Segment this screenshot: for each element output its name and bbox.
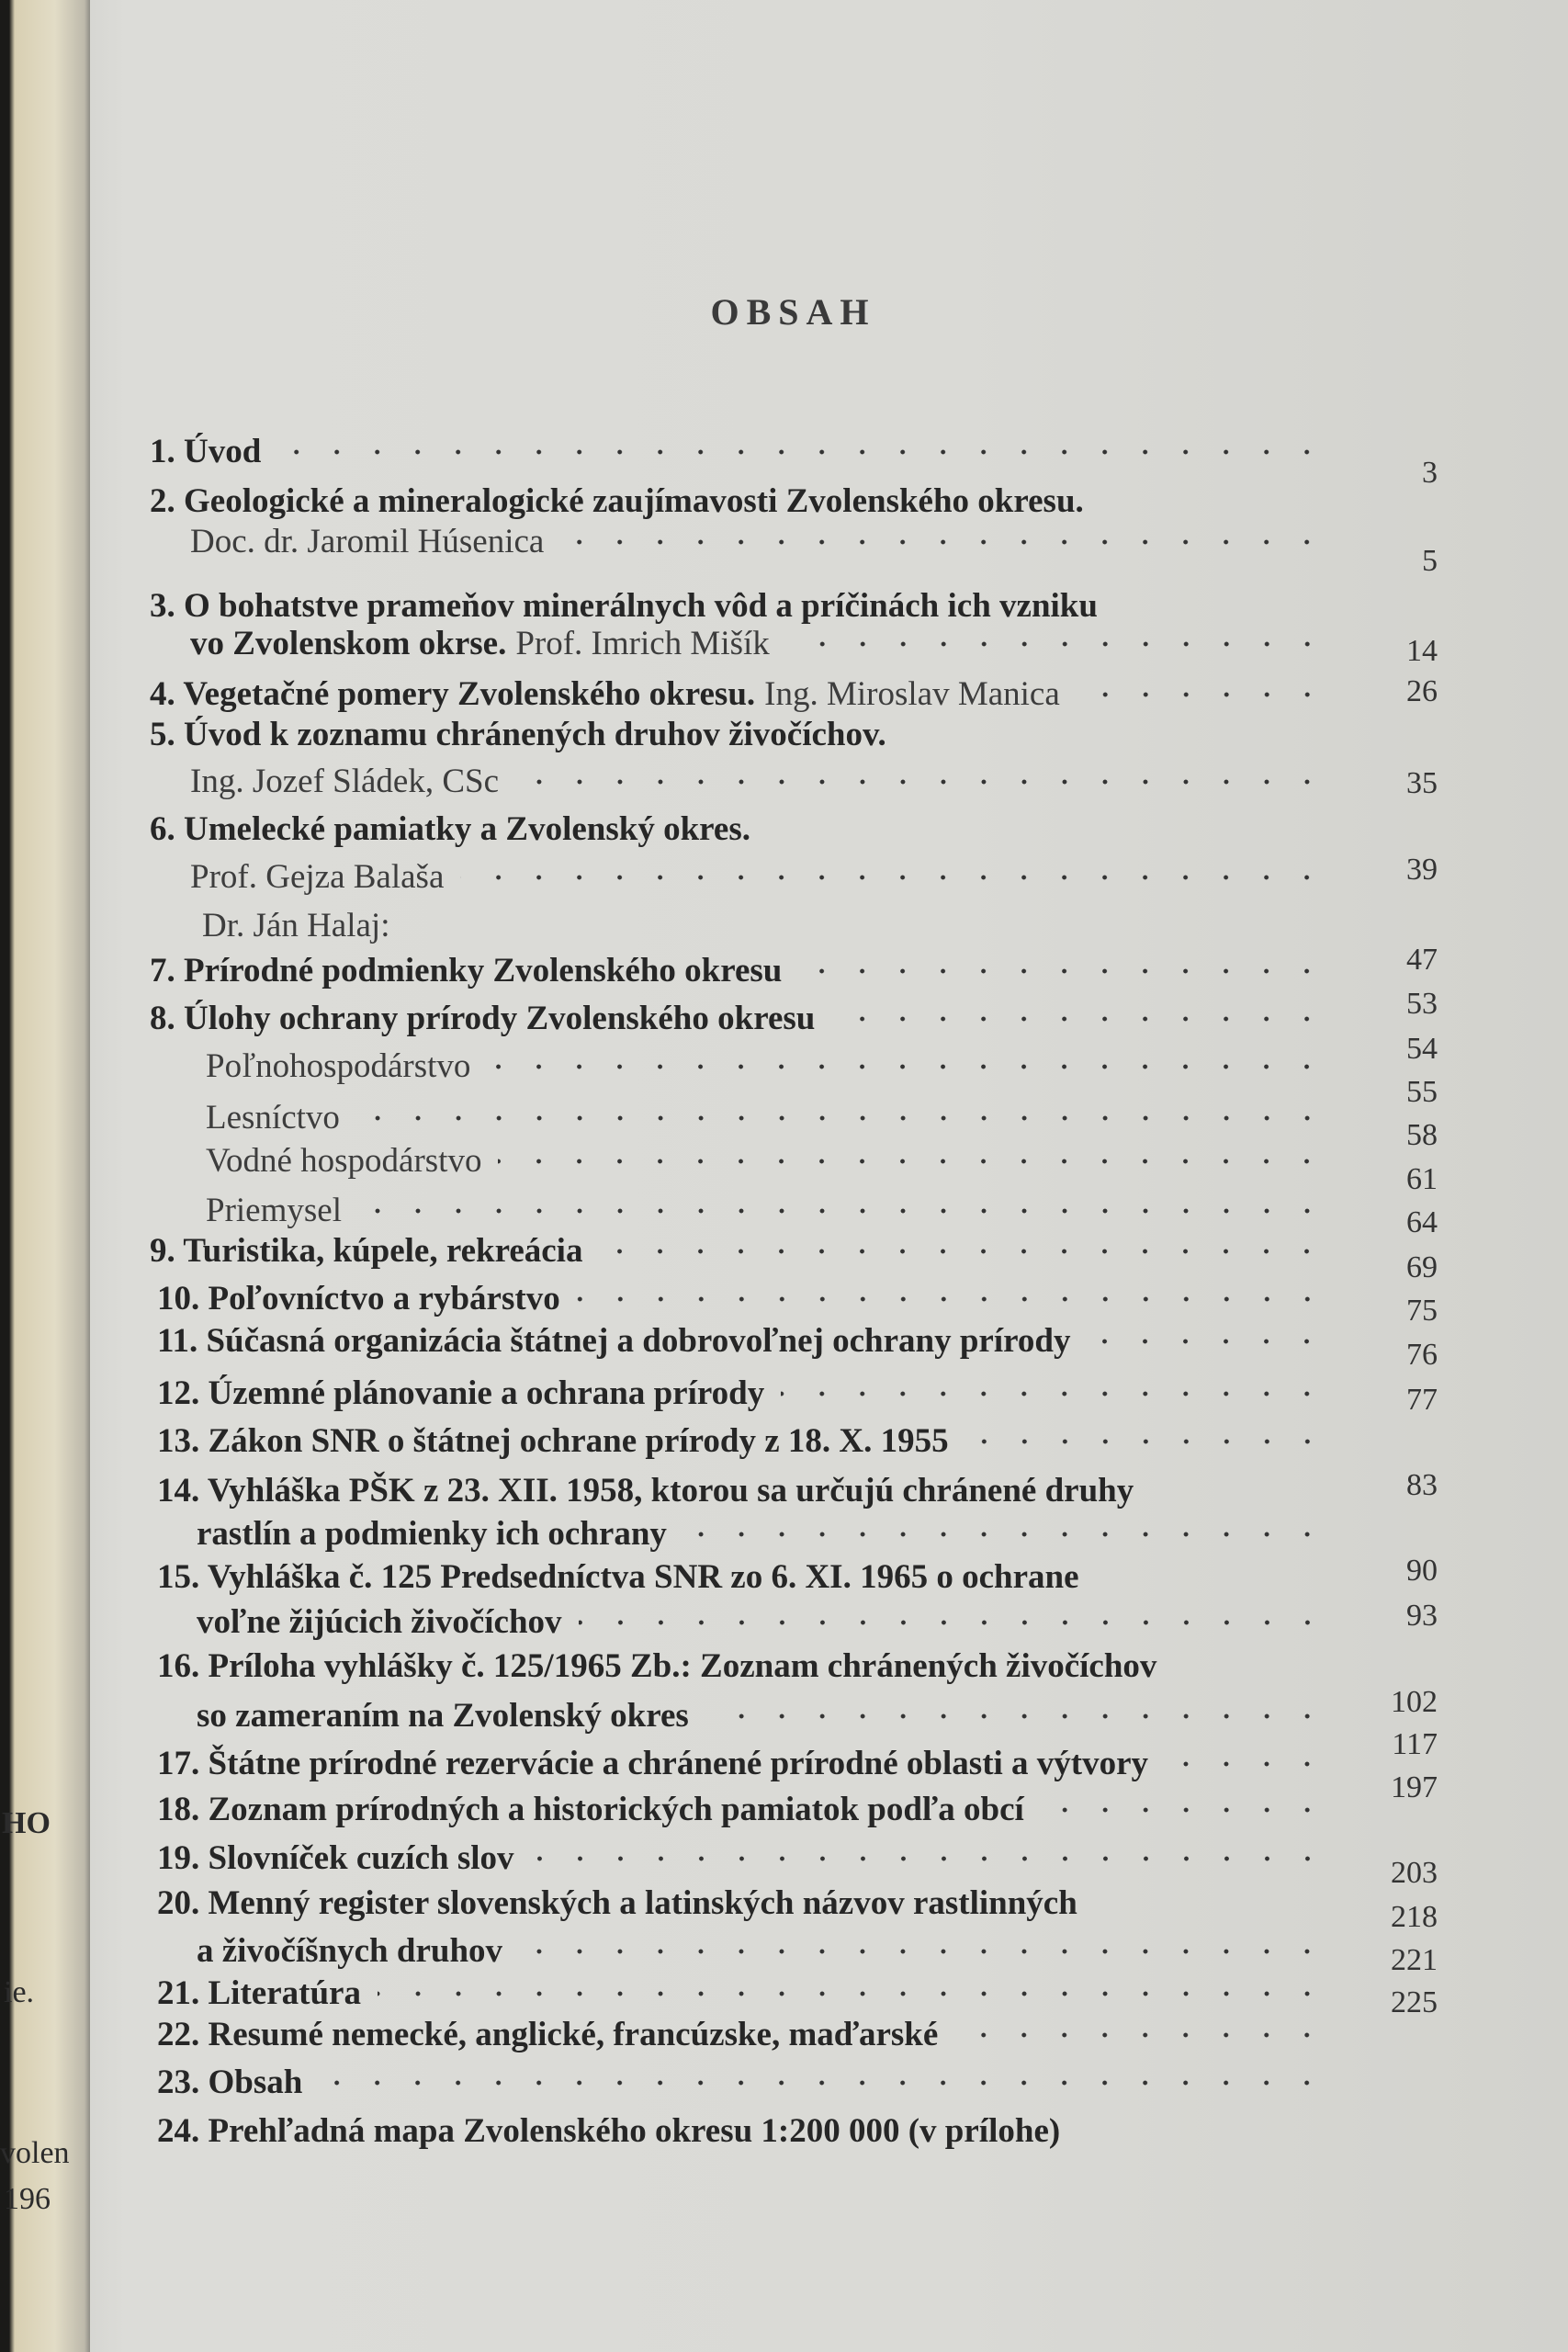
toc-entry-line: [157, 1421, 1327, 1461]
toc-entry-line: [150, 809, 750, 849]
dot-leader: [1087, 1339, 1327, 1344]
toc-page-number: 54: [1406, 1032, 1438, 1066]
toc-page-number: 14: [1406, 634, 1438, 668]
toc-entry-line: [157, 2015, 1327, 2054]
dot-leader: [515, 779, 1327, 785]
toc-entry-title: 10. Poľovníctvo a rybárstvo: [157, 1280, 560, 1317]
toc-entry-author: Ing. Miroslav Manica: [764, 675, 1060, 713]
toc-entry-line: [157, 1557, 1096, 1597]
toc-entry-author: Vodné hospodárstvo: [206, 1142, 482, 1180]
dot-leader: [786, 641, 1327, 647]
toc-entry-line: [206, 1141, 1327, 1181]
toc-entry-title: rastlín a podmienky ich ochrany: [197, 1515, 667, 1553]
toc-entry-title: 1. Úvod: [150, 433, 262, 470]
toc-page-number: 117: [1392, 1727, 1438, 1761]
dot-leader: [599, 1249, 1327, 1254]
toc-entry-title: 4. Vegetačné pomery Zvolenského okresu.: [150, 675, 756, 713]
toc-page-number: 39: [1406, 853, 1438, 887]
toc-entry-title: 18. Zoznam prírodných a historických pamiatok podľa obcí: [157, 1791, 1024, 1828]
toc-entry-line: [190, 857, 1327, 897]
toc-page-number: 58: [1406, 1118, 1438, 1152]
toc-entry-title: 15. Vyhláška č. 125 Predsedníctva SNR zo 6. XI. 1965 o ochrane: [157, 1558, 1079, 1596]
toc-entry-title: 5. Úvod k zoznamu chránených druhov živočíchov.: [150, 716, 886, 753]
dot-leader: [519, 1949, 1327, 1954]
dot-leader: [965, 1439, 1327, 1444]
toc-entry-line: [157, 1790, 1327, 1829]
toc-entry-line: [157, 1471, 1150, 1510]
toc-page-number: 197: [1391, 1770, 1438, 1804]
dot-leader: [358, 1208, 1327, 1214]
toc-page-number: 69: [1406, 1250, 1438, 1284]
toc-entry-line: [202, 906, 389, 945]
toc-entry-line: [157, 1838, 1327, 1878]
dot-leader: [378, 1991, 1327, 1996]
toc-entry-author: Prof. Gejza Balaša: [190, 858, 445, 896]
toc-entry-title: 20. Menný register slovenských a latinských názvov rastlinných: [157, 1884, 1077, 1922]
toc-entry-title: 14. Vyhláška PŠK z 23. XII. 1958, ktorou sa určujú chránené druhy: [157, 1472, 1134, 1510]
toc-entry-author: Lesníctvo: [206, 1099, 340, 1136]
toc-entry-line: [190, 522, 1327, 561]
toc-entry-line: [150, 481, 1084, 521]
toc-entry-line: [157, 1321, 1327, 1361]
toc-entry-line: [206, 1098, 1327, 1137]
toc-entry-line: [157, 2063, 1327, 2102]
toc-entry-author: Dr. Ján Halaj:: [202, 907, 390, 944]
dot-leader: [798, 968, 1327, 974]
dot-leader: [579, 1620, 1327, 1625]
dot-leader: [319, 2080, 1327, 2086]
toc-entry-author: Doc. dr. Jaromil Húsenica: [190, 523, 545, 560]
toc-entry-title: 9. Turistika, kúpele, rekreácia: [150, 1232, 583, 1270]
toc-page-number: 218: [1391, 1900, 1438, 1934]
toc-entry-title: vo Zvolenskom okrse.: [190, 625, 507, 662]
toc-entry-line: [157, 1883, 1094, 1923]
toc-entry-title: 7. Prírodné podmienky Zvolenského okresu: [150, 952, 783, 989]
toc-entry-title: 13. Zákon SNR o štátnej ochrane prírody z 18. X. 1955: [157, 1422, 949, 1460]
page-title: OBSAH: [710, 291, 876, 333]
toc-entry-line: [197, 1931, 1327, 1971]
dot-leader: [954, 2032, 1327, 2038]
toc-entry-line: [190, 762, 1327, 801]
toc-entry-title: 2. Geologické a mineralogické zaujímavosti Zvolenského okresu.: [150, 482, 1084, 520]
toc-page-number: 76: [1406, 1338, 1438, 1372]
dot-leader: [356, 1115, 1327, 1121]
toc-entry-title: a živočíšnych druhov: [197, 1932, 503, 1970]
toc-entry-title: 22. Resumé nemecké, anglické, francúzske, maďarské: [157, 2016, 939, 2053]
toc-page-number: 221: [1391, 1943, 1438, 1977]
toc-entry-title: 12. Územné plánovanie a ochrana prírody: [157, 1374, 765, 1412]
toc-entry-title: 11. Súčasná organizácia štátnej a dobrovoľnej ochrany prírody: [157, 1322, 1071, 1360]
dot-leader: [705, 1713, 1327, 1719]
dot-leader: [577, 1296, 1327, 1302]
toc-page-number: 83: [1406, 1468, 1438, 1502]
dot-leader: [460, 875, 1327, 880]
toc-page-number: 64: [1406, 1205, 1438, 1239]
toc-entry-title: 8. Úlohy ochrany prírody Zvolenského okresu: [150, 1000, 816, 1037]
toc-entry-title: 23. Obsah: [157, 2064, 303, 2101]
toc-page-number: 53: [1406, 987, 1438, 1021]
toc-entry-line: [157, 1973, 1327, 2013]
toc-entry-line: [150, 432, 1327, 471]
dot-leader: [487, 1064, 1327, 1069]
left-page-fragment: HO: [2, 1806, 51, 1840]
toc-entry-title: 17. Štátne prírodné rezervácie a chránené prírodné oblasti a výtvory: [157, 1745, 1149, 1782]
toc-entry-title: so zameraním na Zvolenský okres: [197, 1697, 689, 1735]
toc-entry-author: Ing. Jozef Sládek, CSc: [190, 763, 500, 800]
toc-page-number: 5: [1422, 544, 1438, 578]
toc-page-number: 90: [1406, 1554, 1438, 1588]
toc-entry-line: [206, 1191, 1327, 1230]
dot-leader: [1041, 1807, 1327, 1813]
dot-leader: [1165, 1761, 1327, 1767]
toc-page-number: 102: [1391, 1685, 1438, 1719]
toc-entry-title: 19. Slovníček cuzích slov: [157, 1839, 514, 1877]
dot-leader: [498, 1159, 1327, 1164]
left-page-fragment: 196: [4, 2182, 51, 2216]
toc-entry-title: voľne žijúcich živočíchov: [197, 1603, 562, 1641]
toc-entry-line: [157, 1374, 1327, 1413]
toc-page-number: 55: [1406, 1075, 1438, 1109]
left-page-fragment: volen: [0, 2136, 70, 2170]
dot-leader: [1077, 692, 1327, 697]
toc-entry-line: [150, 999, 1327, 1038]
toc-entry-line: [150, 715, 886, 754]
left-page-edge: [0, 0, 90, 2352]
toc-entry-author: Priemysel: [206, 1192, 342, 1229]
dot-leader: [831, 1016, 1327, 1022]
dot-leader: [277, 449, 1327, 455]
toc-page-number: 75: [1406, 1294, 1438, 1328]
toc-entry-title: 21. Literatúra: [157, 1974, 361, 2012]
toc-entry-line: [150, 951, 1327, 990]
toc-entry-title: 3. O bohatstve prameňov minerálnych vôd a príčinách ich vzniku: [150, 587, 1098, 625]
dot-leader: [683, 1532, 1327, 1537]
toc-page-number: 47: [1406, 943, 1438, 977]
toc-entry-line: [157, 1646, 1173, 1686]
toc-entry-line: [157, 2111, 1060, 2151]
toc-entry-title: 16. Príloha vyhlášky č. 125/1965 Zb.: Zoznam chránených živočíchov: [157, 1647, 1157, 1685]
toc-entry-title: 24. Prehľadná mapa Zvolenského okresu 1:200 000 (v prílohe): [157, 2112, 1061, 2150]
toc-entry-author: Prof. Imrich Mišík: [515, 625, 770, 662]
dot-leader: [781, 1391, 1327, 1396]
dot-leader: [531, 1856, 1327, 1861]
toc-page-number: 77: [1406, 1383, 1438, 1417]
toc-entry-line: [197, 1514, 1327, 1554]
toc-entry-line: [197, 1602, 1327, 1642]
toc-page-number: 203: [1391, 1856, 1438, 1890]
toc-page-number: 93: [1406, 1599, 1438, 1633]
toc-entry-line: [190, 624, 1327, 663]
toc-page-number: 26: [1406, 674, 1438, 708]
toc-entry-line: [150, 1231, 1327, 1271]
toc-page-number: 61: [1406, 1162, 1438, 1196]
toc-entry-line: [150, 586, 1098, 626]
toc-entry-line: [157, 1279, 1327, 1318]
toc-entry-line: [150, 674, 1327, 714]
toc-entry-line: [197, 1696, 1327, 1736]
toc-entry-line: [206, 1046, 1327, 1086]
toc-entry-line: [157, 1744, 1327, 1783]
toc-page-number: 35: [1406, 766, 1438, 800]
toc-entry-author: Poľnohospodárstvo: [206, 1047, 471, 1085]
toc-page-number: 3: [1422, 456, 1438, 490]
toc-page-number: 225: [1391, 1985, 1438, 2019]
left-page-fragment: ie.: [4, 1975, 35, 2009]
dot-leader: [560, 539, 1327, 545]
toc-entry-title: 6. Umelecké pamiatky a Zvolenský okres.: [150, 810, 751, 848]
